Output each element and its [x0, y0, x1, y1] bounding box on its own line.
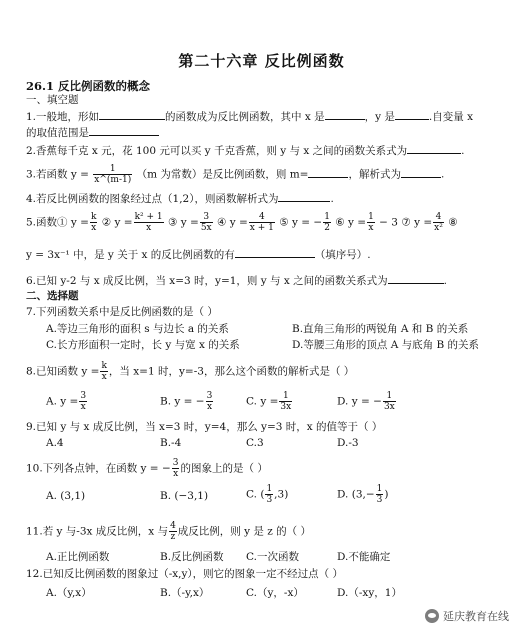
option-c: C.3: [246, 437, 264, 449]
question-1-line-1: 1.一般地，形如 的函数成为反比例函数，其中 x 是 ，y 是 .自变量 x: [26, 108, 473, 124]
fraction: $\frac{1}{3x}$: [280, 391, 292, 412]
question-11: 11.若 y 与-3x 成反比例，x 与 $\frac{4}{z}$ 成反比例，则 y 是 z 的（ ）: [26, 521, 311, 542]
option-a: A. y = $\frac{3}{x}$: [46, 391, 87, 412]
option-d: D.等腰三角形的顶点 A 与底角 B 的关系: [292, 339, 480, 351]
fraction: $\frac{1}{2}$: [324, 212, 330, 233]
option-c: C.长方形面积一定时，长 y 与宽 x 的关系: [46, 339, 240, 351]
question-12: 12.已知反比例函数的图象过（-x,y），则它的图象一定不经过点（ ）: [26, 568, 344, 580]
answer-blank: [388, 272, 444, 284]
answer-blank: [401, 166, 441, 178]
answer-blank: [407, 142, 461, 154]
fraction: $\frac{4}{\text{x²}}$: [434, 212, 443, 233]
answer-blank: [89, 124, 159, 136]
fraction: $\frac{3}{5x}$: [200, 212, 212, 233]
section-title: 26.1 反比例函数的概念: [26, 79, 151, 93]
option-c: C.一次函数: [246, 551, 299, 563]
fraction: $\frac{k}{x}$: [90, 212, 97, 233]
fraction: $\frac{3}{x}$: [206, 391, 213, 412]
question-9: 9.已知 y 与 x 成反比例，当 x=3 时，y=4，那么 y=3 时，x 的值等于（ ）: [26, 421, 383, 433]
part-multiple-choice: 二、选择题: [26, 290, 79, 302]
option-a: A.4: [46, 437, 64, 449]
option-d: D.-3: [337, 437, 359, 449]
fraction: $\frac{1}{3x}$: [383, 391, 395, 412]
wechat-icon: [425, 609, 439, 623]
watermark: 延庆教育在线: [425, 608, 509, 624]
option-a: A.正比例函数: [46, 551, 110, 563]
option-d: D.（-xy，1）: [337, 587, 402, 599]
option-d: D. y = − $\frac{1}{3x}$: [337, 391, 395, 412]
option-c: C. y = $\frac{1}{3x}$: [246, 391, 292, 412]
question-7: 7.下列函数关系中是反比例函数的是（ ）: [26, 306, 218, 318]
option-a: A. (3,1): [46, 490, 86, 502]
question-4: 4.若反比例函数的图象经过点（1,2），则函数解析式为 .: [26, 190, 334, 206]
option-b: B.（-y,x）: [160, 587, 210, 599]
question-6: 6.已知 y-2 与 x 成反比例，当 x=3 时，y=1，则 y 与 x 之间的函数关系式为 .: [26, 272, 447, 288]
fraction: $\frac{3}{x}$: [172, 458, 179, 479]
fraction: $\frac{4}{x + 1}$: [249, 212, 274, 233]
answer-blank: [325, 108, 365, 120]
question-3: 3.若函数 y = $\frac{1}{x\^{}(m-1)}$ （m 为常数）是反比例函数，则 m= ，解析式为 .: [26, 164, 445, 185]
question-1-line-2: 的取值范围是: [26, 124, 159, 140]
fraction: $\frac{4}{z}$: [170, 521, 176, 542]
option-a: A.等边三角形的面积 s 与边长 a 的关系: [46, 323, 229, 335]
fraction: $\frac{3}{x}$: [80, 391, 87, 412]
chapter-title: 第二十六章 反比例函数: [178, 52, 345, 70]
part-fill-in: 一、填空题: [26, 94, 79, 106]
option-b: B.反比例函数: [160, 551, 224, 563]
option-a: A.（y,x）: [46, 587, 92, 599]
question-5-line-2: y = 3x⁻¹ 中，是 y 关于 x 的反比例函数的有 （填序号）.: [26, 246, 371, 262]
answer-blank: [278, 190, 330, 202]
question-8: 8.已知函数 y = $\frac{k}{x}$ ，当 x=1 时，y=-3，那么这个函数的解析式是（ ）: [26, 361, 355, 382]
fraction: $\frac{\text{k² + 1}}{x}$: [134, 212, 163, 233]
answer-blank: [99, 108, 165, 120]
answer-blank: [308, 166, 348, 178]
option-b: B.直角三角形的两锐角 A 和 B 的关系: [292, 323, 469, 335]
fraction: $\frac{1}{3}$: [376, 484, 383, 505]
option-c: C. ( $\frac{1}{3}$ ,3): [246, 484, 289, 505]
answer-blank: [395, 108, 429, 120]
option-c: C.（y，-x）: [246, 587, 304, 599]
fraction: $\frac{1}{3}$: [266, 484, 273, 505]
option-d: D.不能确定: [337, 551, 391, 563]
question-10: 10.下列各点钟，在函数 y = − $\frac{3}{x}$ 的图象上的是（ ）: [26, 458, 268, 479]
answer-blank: [235, 246, 315, 258]
option-d: D. (3,− $\frac{1}{3}$ ): [337, 484, 389, 505]
option-b: B. y = − $\frac{3}{x}$: [160, 391, 213, 412]
option-b: B. (−3,1): [160, 490, 209, 502]
fraction: $\frac{1}{x\^{}(m-1)}$: [94, 164, 132, 185]
question-5-line-1: 5.函数① y = $\frac{k}{x}$ ② y = $\frac{\text{k² + 1}}{x}$ ③ y = $\frac{3}{5x}$ ④ y = $\frac{4}{x + 1}$ ⑤ y = − $\frac{1}{2}$ ⑥ y = $\frac{1}{x}$ − 3 ⑦ y = $\frac{4}{\text{x²}}$ ⑧: [26, 212, 458, 233]
option-b: B.-4: [160, 437, 182, 449]
question-2: 2.香蕉每千克 x 元，花 100 元可以买 y 千克香蕉，则 y 与 x 之间的函数关系式为 .: [26, 142, 465, 158]
fraction: $\frac{1}{x}$: [368, 212, 374, 233]
fraction: $\frac{k}{x}$: [101, 361, 107, 382]
